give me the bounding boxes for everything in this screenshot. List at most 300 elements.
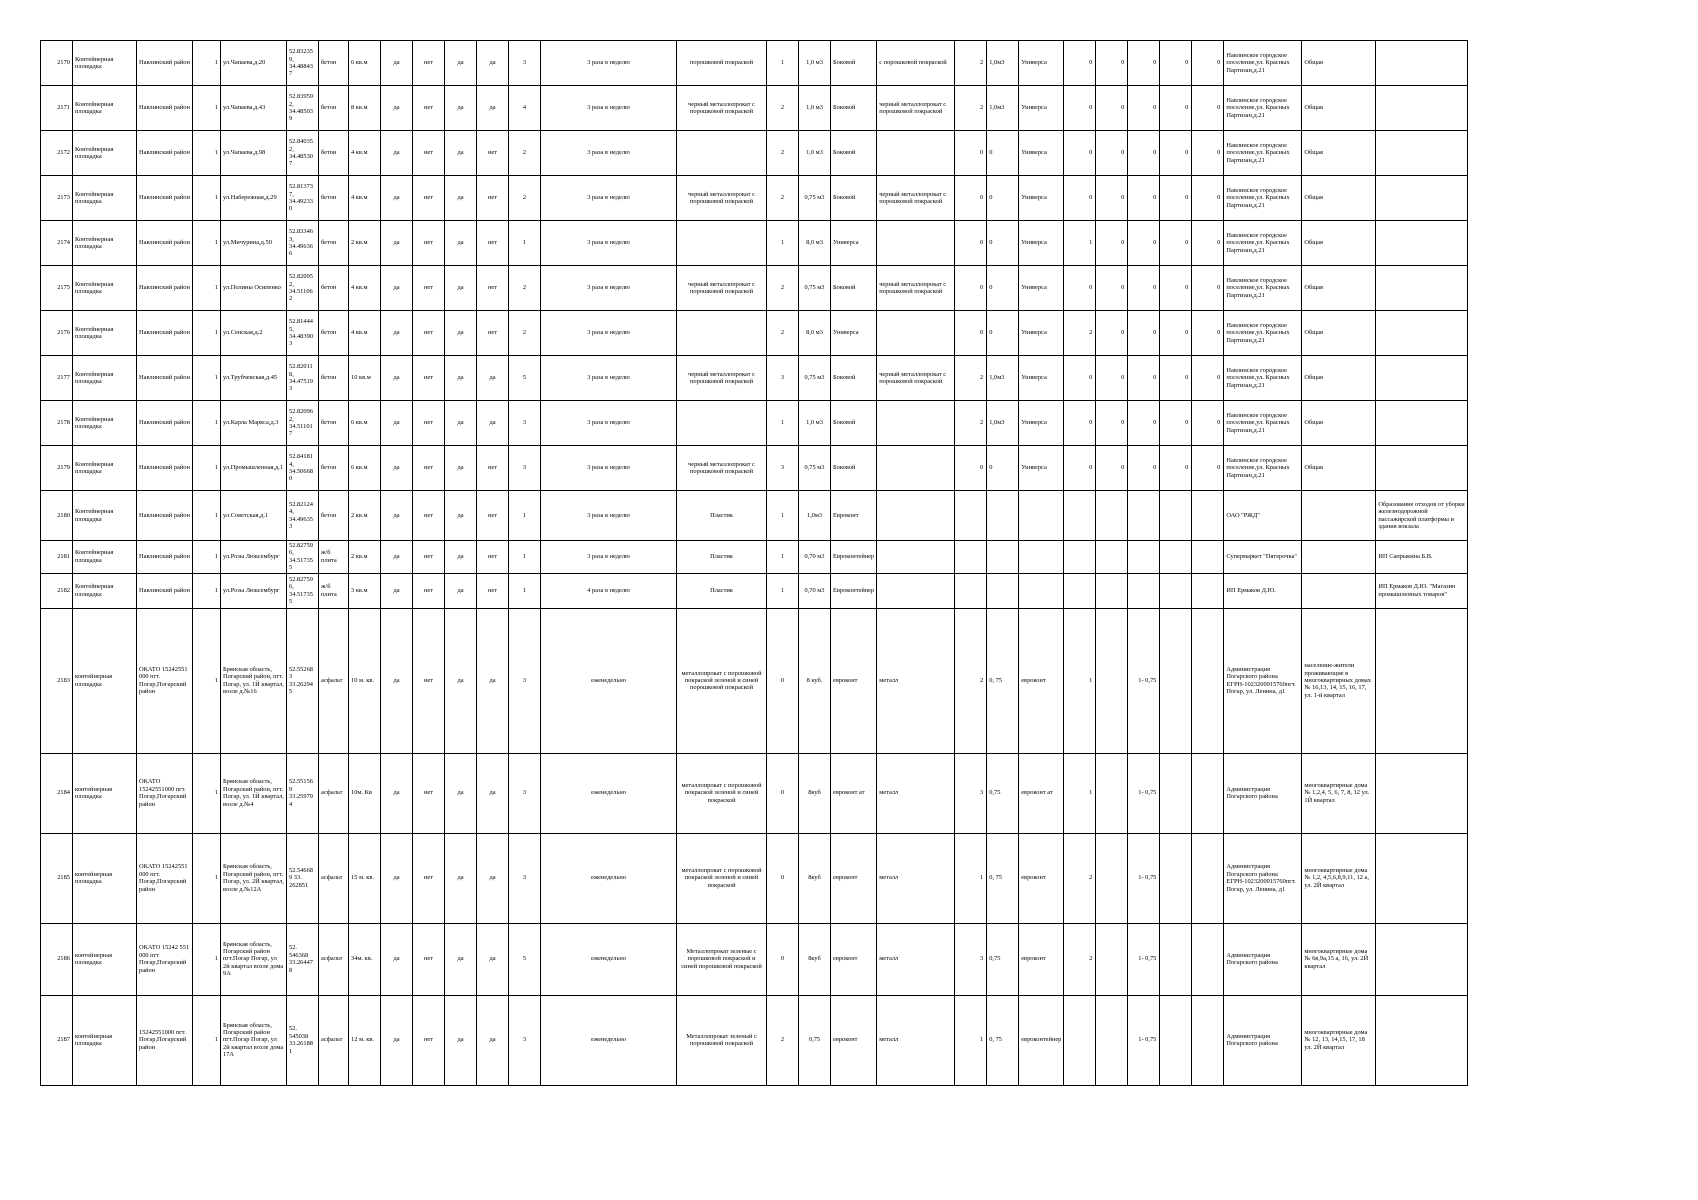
cell-planned-1: 0	[1064, 266, 1096, 311]
cell-flag-3: да	[445, 41, 477, 86]
cell-planned-5	[1192, 923, 1224, 995]
cell-planned-1: 1	[1064, 608, 1096, 753]
cell-district: Навлинский район	[137, 41, 193, 86]
cell-area: 34м. кв.	[349, 923, 381, 995]
cell-note	[1376, 311, 1468, 356]
cell-flag-3: да	[445, 311, 477, 356]
cell-flag-1: да	[381, 833, 413, 923]
cell-planned-3: 0	[1128, 41, 1160, 86]
cell-bunker-qty: 0	[955, 266, 987, 311]
cell-schedule: 3 раза в неделю	[541, 41, 677, 86]
cell-planned-3: 0	[1128, 356, 1160, 401]
cell-planned-3: 0	[1128, 446, 1160, 491]
cell-waste-source: население-жители проживающие в многоквартирных домах № 16,13, 14, 15, 16, 17, ул. 1-й квартал	[1302, 608, 1376, 753]
cell-note	[1376, 401, 1468, 446]
cell-container-qty: 3	[767, 356, 799, 401]
cell-bunker-volume: 1,0м3	[987, 356, 1019, 401]
cell-container-material	[877, 401, 955, 446]
cell-count: 1	[193, 608, 221, 753]
cell-surface: асфальт	[319, 608, 349, 753]
cell-area: 4 кв.м	[349, 131, 381, 176]
cell-bunker-volume: 0,75	[987, 753, 1019, 833]
cell-count: 1	[193, 446, 221, 491]
cell-planned-3: 0	[1128, 86, 1160, 131]
cell-planned-4	[1160, 491, 1192, 541]
table-row	[41, 221, 1468, 266]
cell-container-volume: 8 куб.	[799, 608, 831, 753]
cell-fence-material: металлопрокат с порошковой покраской зеленой и синей покраской	[677, 833, 767, 923]
cell-flag-5: 3	[509, 995, 541, 1085]
cell-flag-3: да	[445, 608, 477, 753]
table-row	[41, 923, 1468, 995]
cell-bunker-qty: 1	[955, 995, 987, 1085]
cell-flag-3: да	[445, 995, 477, 1085]
cell-surface: бетон	[319, 311, 349, 356]
cell-flag-5: 2	[509, 131, 541, 176]
cell-flag-3: да	[445, 266, 477, 311]
cell-container-material	[877, 491, 955, 541]
cell-area: 15 м. кв.	[349, 833, 381, 923]
cell-flag-5: 3	[509, 608, 541, 753]
cell-address: Брянская область, Погарский район, пгт. Погар, ул. 2Й квартал, возле д.№12А	[221, 833, 287, 923]
cell-note	[1376, 446, 1468, 491]
cell-owner: Навлинское городское поселение,ул. Красных Партизан,д.21	[1224, 176, 1302, 221]
table-row	[41, 401, 1468, 446]
cell-district: Навлинский район	[137, 573, 193, 608]
cell-coordinates: 52.84035 2, 34.48530 7	[287, 131, 319, 176]
cell-planned-5: 0	[1192, 266, 1224, 311]
cell-owner: Администрация Погарского района	[1224, 995, 1302, 1085]
cell-coordinates: 52.82011 8, 34.47519 3	[287, 356, 319, 401]
cell-planned-5	[1192, 753, 1224, 833]
cell-note	[1376, 86, 1468, 131]
cell-site-type: контейнерная площадка	[73, 995, 137, 1085]
cell-container-volume: 8,0 м3	[799, 311, 831, 356]
cell-fence-material: Металлопрокат зеленый с порошковой покраской	[677, 995, 767, 1085]
cell-flag-1: да	[381, 446, 413, 491]
cell-bunker-volume: 1,0м3	[987, 41, 1019, 86]
cell-container-kind: Боковой	[831, 131, 877, 176]
cell-container-kind: евроконт	[831, 833, 877, 923]
cell-bunker-volume: 1,0м3	[987, 86, 1019, 131]
cell-flag-3: да	[445, 131, 477, 176]
cell-container-qty: 0	[767, 608, 799, 753]
cell-owner: Навлинское городское поселение,ул. Красных Партизан,д.21	[1224, 221, 1302, 266]
cell-address: ул.Мичурина,д.50	[221, 221, 287, 266]
cell-container-volume: 1,0 м3	[799, 131, 831, 176]
cell-planned-3: 0	[1128, 221, 1160, 266]
cell-planned-5: 0	[1192, 176, 1224, 221]
cell-district: 15242551000 пгт. Погар,Погарский район	[137, 995, 193, 1085]
cell-waste-source: Общая	[1302, 446, 1376, 491]
cell-container-kind: Боковой	[831, 266, 877, 311]
cell-planned-2: 0	[1096, 176, 1128, 221]
cell-waste-source: Общая	[1302, 131, 1376, 176]
cell-planned-1: 1	[1064, 221, 1096, 266]
cell-bunker-volume	[987, 491, 1019, 541]
cell-count: 1	[193, 995, 221, 1085]
cell-fence-material: черный металлопрокат с порошковой покраской	[677, 446, 767, 491]
cell-flag-1: да	[381, 221, 413, 266]
cell-flag-1: да	[381, 541, 413, 574]
cell-count: 1	[193, 833, 221, 923]
cell-site-type: контейнерная площадка	[73, 833, 137, 923]
cell-waste-source: Общая	[1302, 176, 1376, 221]
cell-district: ОКАТО 15242551000 пгт. Погар,Погарский район	[137, 753, 193, 833]
cell-flag-1: да	[381, 753, 413, 833]
cell-site-type: Контейнерная площадка	[73, 446, 137, 491]
cell-container-volume: 8,0 м3	[799, 221, 831, 266]
cell-planned-4: 0	[1160, 446, 1192, 491]
cell-container-material	[877, 446, 955, 491]
cell-planned-4	[1160, 573, 1192, 608]
cell-fence-material: Пластик	[677, 541, 767, 574]
cell-container-kind: Боковой	[831, 446, 877, 491]
cell-flag-3: да	[445, 356, 477, 401]
cell-fence-material: черный металлопрокат с порошковой покраской	[677, 266, 767, 311]
cell-note	[1376, 131, 1468, 176]
cell-site-type: Контейнерная площадка	[73, 541, 137, 574]
cell-fence-material: Пластик	[677, 573, 767, 608]
cell-site-type: Контейнерная площадка	[73, 401, 137, 446]
cell-owner: Навлинское городское поселение,ул. Красных Партизан,д.21	[1224, 266, 1302, 311]
cell-planned-4	[1160, 608, 1192, 753]
cell-flag-1: да	[381, 923, 413, 995]
cell-address: ул.Чапаева,д.43	[221, 86, 287, 131]
cell-owner: Навлинское городское поселение,ул. Красных Партизан,д.21	[1224, 446, 1302, 491]
cell-planned-5: 0	[1192, 41, 1224, 86]
cell-planned-5: 0	[1192, 221, 1224, 266]
cell-flag-3: да	[445, 491, 477, 541]
cell-container-qty: 0	[767, 923, 799, 995]
cell-count: 1	[193, 541, 221, 574]
cell-flag-5: 5	[509, 923, 541, 995]
cell-fence-material: черный металлопрокат с порошковой покраской	[677, 86, 767, 131]
cell-bunker-kind	[1019, 573, 1064, 608]
table-body	[41, 41, 1468, 1086]
cell-note: ИП Ермаков Д.Ю. "Магазин промышленных товаров"	[1376, 573, 1468, 608]
cell-address: ул.Промышленная,д.1	[221, 446, 287, 491]
cell-bunker-qty: 0	[955, 311, 987, 356]
cell-surface: бетон	[319, 86, 349, 131]
table-row	[41, 266, 1468, 311]
cell-bunker-kind	[1019, 491, 1064, 541]
cell-note	[1376, 266, 1468, 311]
cell-waste-source: Общая	[1302, 266, 1376, 311]
cell-flag-1: да	[381, 356, 413, 401]
cell-container-kind: Боковой	[831, 41, 877, 86]
cell-container-qty: 2	[767, 176, 799, 221]
cell-container-volume: 1,0м3	[799, 491, 831, 541]
cell-planned-2	[1096, 491, 1128, 541]
cell-bunker-qty: 2	[955, 41, 987, 86]
cell-flag-2: нет	[413, 923, 445, 995]
cell-flag-3: да	[445, 86, 477, 131]
cell-planned-5	[1192, 833, 1224, 923]
cell-site-type: Контейнерная площадка	[73, 41, 137, 86]
cell-address: ул.Розы Люксембург	[221, 541, 287, 574]
cell-waste-source: Общая	[1302, 311, 1376, 356]
cell-schedule: еженедельно	[541, 995, 677, 1085]
cell-bunker-kind	[1019, 541, 1064, 574]
cell-waste-source: Общая	[1302, 401, 1376, 446]
cell-flag-5: 3	[509, 753, 541, 833]
cell-bunker-kind: Универса	[1019, 311, 1064, 356]
cell-row-number: 2185	[41, 833, 73, 923]
cell-planned-3: 0	[1128, 266, 1160, 311]
cell-flag-5: 4	[509, 86, 541, 131]
cell-row-number: 2180	[41, 491, 73, 541]
cell-area: 10м. Кв	[349, 753, 381, 833]
cell-note	[1376, 221, 1468, 266]
cell-site-type: Контейнерная площадка	[73, 221, 137, 266]
cell-fence-material	[677, 131, 767, 176]
cell-area: 6 кв.м	[349, 41, 381, 86]
cell-container-qty: 1	[767, 491, 799, 541]
cell-owner: Навлинское городское поселение,ул. Красных Партизан,д.21	[1224, 311, 1302, 356]
cell-district: Навлинский район	[137, 311, 193, 356]
cell-bunker-kind: Универса	[1019, 356, 1064, 401]
cell-schedule: 3 раза в неделю	[541, 541, 677, 574]
cell-coordinates: 52.83959 2, 34.48503 9	[287, 86, 319, 131]
cell-address: ул.Набережная,д.29	[221, 176, 287, 221]
cell-surface: бетон	[319, 356, 349, 401]
cell-count: 1	[193, 266, 221, 311]
cell-container-volume: 1,0 м3	[799, 41, 831, 86]
cell-waste-source: Общая	[1302, 86, 1376, 131]
cell-row-number: 2175	[41, 266, 73, 311]
cell-bunker-kind: Универса	[1019, 41, 1064, 86]
cell-surface: бетон	[319, 446, 349, 491]
cell-surface: бетон	[319, 41, 349, 86]
cell-container-volume: 0,75 м3	[799, 176, 831, 221]
cell-note	[1376, 608, 1468, 753]
cell-planned-1: 0	[1064, 176, 1096, 221]
cell-container-volume: 0,75 м3	[799, 356, 831, 401]
cell-container-qty: 1	[767, 573, 799, 608]
cell-container-volume: 1,0 м3	[799, 86, 831, 131]
cell-bunker-kind: Универса	[1019, 401, 1064, 446]
cell-schedule: 3 раза в неделю	[541, 131, 677, 176]
cell-flag-4: нет	[477, 573, 509, 608]
cell-owner: Навлинское городское поселение,ул. Красных Партизан,д.21	[1224, 401, 1302, 446]
table-row	[41, 86, 1468, 131]
cell-area: 12 м. кв.	[349, 995, 381, 1085]
cell-planned-5	[1192, 995, 1224, 1085]
table-row	[41, 753, 1468, 833]
cell-planned-2: 0	[1096, 401, 1128, 446]
cell-owner: ОАО "РЖД"	[1224, 491, 1302, 541]
cell-coordinates: 52.83235 9, 34.48843 7	[287, 41, 319, 86]
cell-bunker-qty: 2	[955, 86, 987, 131]
cell-waste-source: многоквартирные дома № 12, 13, 14,15, 17, 18 ул. 2Й квартал	[1302, 995, 1376, 1085]
cell-flag-2: нет	[413, 266, 445, 311]
cell-bunker-qty: 0	[955, 131, 987, 176]
table-row	[41, 491, 1468, 541]
cell-area: 2 кв.м	[349, 491, 381, 541]
table-row	[41, 541, 1468, 574]
cell-planned-2: 0	[1096, 446, 1128, 491]
cell-bunker-volume: 0, 75	[987, 608, 1019, 753]
cell-planned-3	[1128, 573, 1160, 608]
cell-planned-1: 2	[1064, 833, 1096, 923]
cell-surface: ж/б плита	[319, 573, 349, 608]
cell-container-volume: 0,75 м3	[799, 446, 831, 491]
cell-flag-5: 2	[509, 311, 541, 356]
cell-flag-1: да	[381, 266, 413, 311]
cell-container-qty: 0	[767, 753, 799, 833]
cell-surface: бетон	[319, 491, 349, 541]
cell-address: Брянская область, Погарский район пгт.Погар Погар, ул 2й квартал возле дома 17А	[221, 995, 287, 1085]
cell-planned-2: 0	[1096, 311, 1128, 356]
cell-owner: Навлинское городское поселение,ул. Красных Партизан,д.21	[1224, 131, 1302, 176]
cell-container-material	[877, 573, 955, 608]
cell-flag-4: да	[477, 608, 509, 753]
cell-container-material: металл	[877, 833, 955, 923]
cell-flag-3: да	[445, 541, 477, 574]
cell-schedule: 3 раза в неделю	[541, 86, 677, 131]
cell-district: Навлинский район	[137, 221, 193, 266]
cell-flag-2: нет	[413, 833, 445, 923]
cell-container-volume: 0,75 м3	[799, 266, 831, 311]
cell-district: Навлинский район	[137, 356, 193, 401]
cell-address: ул.Трубчевская,д.45	[221, 356, 287, 401]
cell-bunker-qty: 2	[955, 356, 987, 401]
cell-fence-material: черный металлопрокат с порошковой покраской	[677, 356, 767, 401]
cell-planned-4: 0	[1160, 176, 1192, 221]
cell-site-type: Контейнерная площадка	[73, 266, 137, 311]
cell-planned-4: 0	[1160, 221, 1192, 266]
cell-waste-source: Общая	[1302, 356, 1376, 401]
cell-bunker-volume: 0	[987, 176, 1019, 221]
cell-planned-1: 0	[1064, 41, 1096, 86]
cell-container-volume: 8куб	[799, 923, 831, 995]
cell-owner: Администрация Погарского района	[1224, 923, 1302, 995]
cell-coordinates: 52.82759 6, 34.51735 5	[287, 573, 319, 608]
cell-row-number: 2181	[41, 541, 73, 574]
cell-flag-5: 3	[509, 41, 541, 86]
cell-flag-5: 1	[509, 541, 541, 574]
cell-planned-5	[1192, 573, 1224, 608]
cell-note	[1376, 995, 1468, 1085]
cell-planned-3: 0	[1128, 176, 1160, 221]
cell-flag-4: да	[477, 356, 509, 401]
cell-planned-1: 1	[1064, 753, 1096, 833]
cell-surface: асфальт	[319, 923, 349, 995]
cell-count: 1	[193, 923, 221, 995]
cell-note	[1376, 176, 1468, 221]
cell-address: Брянская область, Погарский район, пгт. Погар, ул. 1Й квартал, возле д.№4	[221, 753, 287, 833]
cell-planned-4: 0	[1160, 266, 1192, 311]
cell-container-material: с порошковой покраской	[877, 41, 955, 86]
cell-planned-5	[1192, 608, 1224, 753]
cell-bunker-volume: 0, 75	[987, 995, 1019, 1085]
cell-flag-1: да	[381, 86, 413, 131]
cell-site-type: Контейнерная площадка	[73, 491, 137, 541]
cell-container-volume: 8куб	[799, 833, 831, 923]
cell-bunker-volume	[987, 541, 1019, 574]
cell-planned-4: 0	[1160, 86, 1192, 131]
cell-bunker-volume	[987, 573, 1019, 608]
cell-planned-5: 0	[1192, 131, 1224, 176]
cell-planned-4: 0	[1160, 131, 1192, 176]
cell-coordinates: 52.55156 9 33.25979 4	[287, 753, 319, 833]
cell-bunker-qty: 3	[955, 923, 987, 995]
cell-surface: бетон	[319, 221, 349, 266]
cell-container-kind: Евроконтейнер	[831, 573, 877, 608]
cell-planned-3: 0	[1128, 131, 1160, 176]
cell-note	[1376, 833, 1468, 923]
cell-site-type: Контейнерная площадка	[73, 176, 137, 221]
cell-bunker-kind: Универса	[1019, 86, 1064, 131]
cell-planned-1	[1064, 491, 1096, 541]
cell-planned-3: 1- 0,75	[1128, 753, 1160, 833]
cell-flag-3: да	[445, 401, 477, 446]
cell-bunker-qty: 0	[955, 176, 987, 221]
cell-area: 10 м. кв.	[349, 608, 381, 753]
cell-address: ул.Сенская,д.2	[221, 311, 287, 356]
cell-waste-source: многоквартирные дома № 1,2,4, 5, 6, 7, 8, 12 ул. 1Й квартал	[1302, 753, 1376, 833]
cell-bunker-volume: 1,0м3	[987, 401, 1019, 446]
cell-address: ул.Розы Люксембург	[221, 573, 287, 608]
cell-waste-source: Общая	[1302, 41, 1376, 86]
cell-planned-5: 0	[1192, 401, 1224, 446]
cell-flag-3: да	[445, 446, 477, 491]
cell-flag-2: нет	[413, 86, 445, 131]
cell-flag-3: да	[445, 573, 477, 608]
cell-planned-4	[1160, 995, 1192, 1085]
cell-area: 10 кв.м	[349, 356, 381, 401]
table-row	[41, 311, 1468, 356]
cell-planned-2	[1096, 995, 1128, 1085]
cell-surface: асфальт	[319, 995, 349, 1085]
cell-flag-4: нет	[477, 541, 509, 574]
cell-fence-material	[677, 401, 767, 446]
table-row	[41, 833, 1468, 923]
cell-container-kind: Боковой	[831, 356, 877, 401]
cell-container-volume: 0,70 м3	[799, 541, 831, 574]
cell-area: 4 кв.м	[349, 266, 381, 311]
cell-planned-3: 1- 0,75	[1128, 923, 1160, 995]
cell-container-qty: 2	[767, 131, 799, 176]
cell-area: 4 кв.м	[349, 176, 381, 221]
cell-planned-2: 0	[1096, 131, 1128, 176]
cell-planned-2	[1096, 923, 1128, 995]
table-row	[41, 573, 1468, 608]
cell-count: 1	[193, 753, 221, 833]
cell-planned-4: 0	[1160, 356, 1192, 401]
cell-site-type: Контейнерная площадка	[73, 356, 137, 401]
cell-row-number: 2179	[41, 446, 73, 491]
cell-planned-1	[1064, 541, 1096, 574]
cell-planned-5: 0	[1192, 356, 1224, 401]
cell-schedule: 3 раза в неделю	[541, 221, 677, 266]
cell-area: 6 кв.м	[349, 401, 381, 446]
cell-container-kind: Евроконт	[831, 491, 877, 541]
cell-planned-4: 0	[1160, 311, 1192, 356]
cell-planned-5: 0	[1192, 311, 1224, 356]
cell-bunker-volume: 0	[987, 131, 1019, 176]
cell-schedule: 3 раза в неделю	[541, 311, 677, 356]
cell-schedule: 4 раза в неделю	[541, 573, 677, 608]
cell-bunker-kind: Универса	[1019, 131, 1064, 176]
cell-flag-2: нет	[413, 401, 445, 446]
cell-bunker-volume: 0	[987, 266, 1019, 311]
cell-count: 1	[193, 401, 221, 446]
cell-area: 2 кв.м	[349, 541, 381, 574]
cell-bunker-volume: 0,75	[987, 923, 1019, 995]
cell-coordinates: 52. 546368 33.26447 8	[287, 923, 319, 995]
